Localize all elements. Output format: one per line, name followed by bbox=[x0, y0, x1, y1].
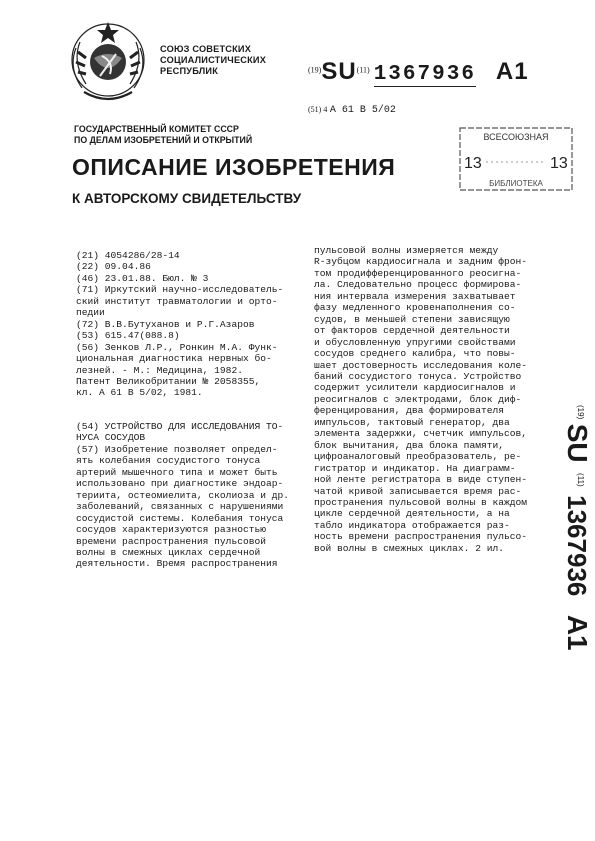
vertical-code-country: (19) bbox=[576, 405, 585, 420]
abstract-line: том продифференцированного реосигна- bbox=[314, 267, 522, 279]
stamp-right-number: 13 bbox=[550, 155, 568, 172]
biblio-line: ский институт травматологии и орто- bbox=[76, 295, 278, 307]
country-code: SU bbox=[321, 58, 357, 85]
abstract-line: блок вычитания, два блока памяти, bbox=[314, 439, 504, 451]
abstract-line: ность времени распространения пульсо- bbox=[314, 531, 528, 543]
biblio-line: (71) Иркутский научно-исследователь- bbox=[76, 284, 284, 296]
abstract-line: и обусловленную упругими свойствами bbox=[314, 336, 516, 348]
abstract-line: ния интервала измерения захватывает bbox=[314, 290, 516, 302]
abstract-line: элемента задержки, счетчик импульсов, bbox=[314, 428, 528, 440]
abstract-line: импульсов, тактовый генератор, два bbox=[314, 416, 510, 428]
abstract-line: волны в смежных циклах сердечной bbox=[76, 546, 261, 558]
biblio-line: (72) В.В.Бутуханов и Р.Г.Азаров bbox=[76, 318, 255, 330]
biblio-line: Патент Великобритании № 2058355, bbox=[76, 375, 261, 387]
abstract-line: деятельности. Время распространения bbox=[76, 558, 278, 570]
abstract-line: использовано при диагностике эндоар- bbox=[76, 478, 284, 490]
patent-number: 1367936 bbox=[373, 63, 476, 86]
abstract-line: содержит усилители кардиосигналов и bbox=[314, 382, 516, 394]
abstract-line: ференцирования, два формирователя bbox=[314, 405, 504, 417]
biblio-line: циональная диагностика нервных бо- bbox=[76, 353, 272, 365]
abstract-line: табло индикатора отображается раз- bbox=[314, 519, 510, 531]
abstract-line: гистратор и индикатор. На диаграмм- bbox=[314, 462, 516, 474]
abstract-line: сосудов характеризуются разностью bbox=[76, 524, 266, 536]
ussr-emblem bbox=[58, 18, 158, 106]
abstract-line: времени распространения пульсовой bbox=[76, 535, 266, 547]
svg-text:(19) SU (11) bbox=[562, 405, 593, 651]
committee-line: ГОСУДАРСТВЕННЫЙ КОМИТЕТ СССР bbox=[74, 124, 239, 134]
country-name bbox=[160, 44, 266, 77]
country-line: СОЮЗ СОВЕТСКИХ bbox=[160, 44, 252, 54]
biblio-line: (22) 09.04.86 bbox=[76, 261, 151, 273]
abstract-line: ять колебания сосудистого тонуса bbox=[76, 455, 261, 467]
abstract-line: сосудистой системы. Колебания тонуса bbox=[76, 512, 284, 524]
abstract-line: пространения пульсовой волны в каждом bbox=[314, 496, 528, 508]
biblio-line: лезней. - М.: Медицина, 1982. bbox=[76, 364, 243, 376]
stamp-line-3: БИБЛИОТЕКА bbox=[489, 179, 543, 188]
abstract-line: цикле сердечной деятельности, а на bbox=[314, 508, 510, 520]
publication-number-line bbox=[308, 58, 529, 86]
biblio-line: кл. A 61 B 5/02, 1981. bbox=[76, 387, 203, 399]
abstract-line: реосигналов с электродами, блок диф- bbox=[314, 393, 522, 405]
biblio-line: (21) 4054286/28-14 bbox=[76, 250, 180, 261]
biblio-line: (56) Зенков Л.Р., Ронкин М.А. Функ- bbox=[76, 341, 278, 353]
abstract-line: ла. Следовательно процесс формирова- bbox=[314, 279, 522, 291]
abstract-line: фазу медленного кровенаполнения со- bbox=[314, 302, 516, 314]
abstract bbox=[76, 421, 289, 570]
code-ipc: (51) 4 bbox=[308, 105, 328, 114]
bibliographic-data bbox=[76, 250, 283, 399]
country-line: РЕСПУБЛИК bbox=[160, 66, 219, 76]
abstract-line: цифроаналоговый преобразователь, ре- bbox=[314, 451, 522, 463]
abstract-line: пульсовой волны измеряется между bbox=[314, 245, 499, 256]
abstract-line: сосудов среднего калибра, что повы- bbox=[314, 348, 516, 360]
document-subtitle: К АВТОРСКОМУ СВИДЕТЕЛЬСТВУ bbox=[72, 191, 302, 206]
committee-line: ПО ДЕЛАМ ИЗОБРЕТЕНИЙ И ОТКРЫТИЙ bbox=[74, 135, 253, 145]
vertical-code-number: (11) bbox=[576, 473, 585, 487]
ipc-classification bbox=[308, 104, 396, 116]
country-line: СОЦИАЛИСТИЧЕСКИХ bbox=[160, 55, 267, 65]
abstract-continuation bbox=[314, 245, 527, 554]
abstract-line: чатой кривой записывается время рас- bbox=[314, 485, 522, 497]
ipc-value: A 61 B 5/02 bbox=[329, 105, 396, 116]
committee-name bbox=[74, 124, 252, 146]
abstract-line: R-зубцом кардиосигнала и задним фрон- bbox=[314, 256, 528, 268]
document-title: ОПИСАНИЕ ИЗОБРЕТЕНИЯ bbox=[72, 154, 396, 180]
abstract-line: (54) УСТРОЙСТВО ДЛЯ ИССЛЕДОВАНИЯ ТО- bbox=[76, 421, 284, 432]
abstract-line: НУСА СОСУДОВ bbox=[76, 432, 146, 444]
abstract-line: судов, в меньшей степени зависящую bbox=[314, 313, 510, 325]
abstract-line: баний сосудистого тонуса. Устройство bbox=[314, 370, 522, 382]
biblio-line: (46) 23.01.88. Бюл. № 3 bbox=[76, 272, 209, 284]
abstract-line: териита, остеомиелита, сколиоза и др. bbox=[76, 489, 290, 501]
code-number: (11) bbox=[356, 65, 370, 75]
abstract-line: вой волны в смежных циклах. 2 ил. bbox=[314, 542, 504, 554]
abstract-line: от факторов сердечной деятельности bbox=[314, 325, 510, 337]
library-stamp bbox=[458, 126, 574, 192]
abstract-line: ной ленте регистратора в виде ступен- bbox=[314, 474, 528, 486]
kind-code: A1 bbox=[495, 58, 529, 85]
stamp-left-number: 13 bbox=[464, 155, 482, 172]
stamp-line-1: ВСЕСОЮЗНАЯ bbox=[483, 132, 549, 142]
abstract-line: шает достоверность исследования коле- bbox=[314, 359, 528, 371]
code-country: (19) bbox=[308, 65, 322, 75]
vertical-country-code: SU bbox=[562, 423, 593, 463]
vertical-publication-number bbox=[540, 403, 593, 693]
biblio-line: (53) 615.47(088.8) bbox=[76, 330, 180, 342]
abstract-line: (57) Изобретение позволяет определ- bbox=[76, 443, 278, 455]
vertical-kind-code: A1 bbox=[562, 614, 593, 651]
vertical-patent-number: 1367936 bbox=[562, 495, 592, 597]
abstract-line: заболеваний, связанных с нарушениями bbox=[76, 501, 284, 513]
abstract-line: артерий мышечного типа и может быть bbox=[76, 466, 278, 478]
biblio-line: педии bbox=[76, 307, 105, 319]
